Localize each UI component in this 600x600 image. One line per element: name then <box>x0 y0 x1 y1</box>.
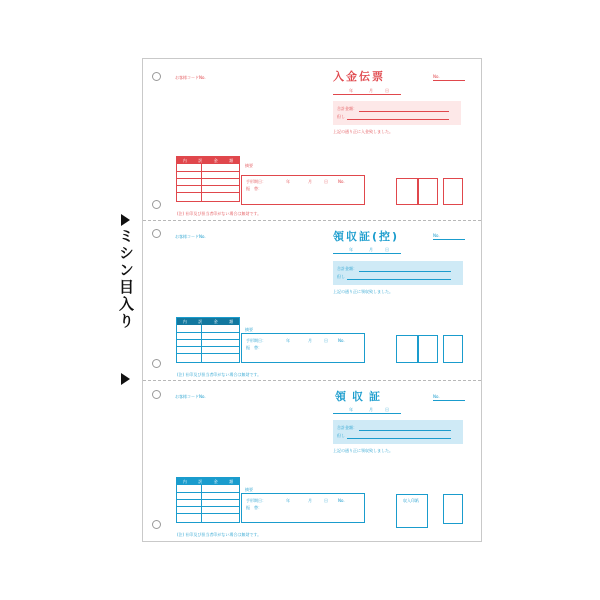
bank-transfer-label: 振 替： <box>246 505 262 510</box>
bank-month: 月 <box>308 338 312 343</box>
bank-month: 月 <box>308 179 312 184</box>
amount-line <box>359 271 451 272</box>
date-year: 年 <box>349 247 353 252</box>
bank-due-label: 手形期日： <box>246 179 266 184</box>
date-underline <box>333 94 401 95</box>
date-year: 年 <box>349 407 353 412</box>
table-header <box>177 318 239 325</box>
header-cell: 金 <box>213 157 218 163</box>
amount-box <box>333 420 463 444</box>
received-text: 上記の通り正に入金致しました。 <box>333 129 393 134</box>
slip-receipt <box>143 380 481 543</box>
header-cell: 額 <box>229 478 234 484</box>
header-cell: 額 <box>229 157 234 163</box>
header-cell: 訳 <box>198 318 203 324</box>
header-cell: 訳 <box>198 478 203 484</box>
stamp-box <box>396 335 418 363</box>
header-cell: 内 <box>182 478 187 484</box>
table-row-line <box>177 332 239 333</box>
form-sheet <box>142 58 482 542</box>
bank-no: No. <box>338 498 345 503</box>
table-row-line <box>177 499 239 500</box>
table-row-line <box>177 192 239 193</box>
slip-no-label: No. <box>433 394 440 399</box>
revenue-stamp-label: 収入印紙 <box>403 498 419 503</box>
breakdown-table <box>176 477 240 523</box>
stamp-box <box>418 178 438 205</box>
note-line <box>347 438 451 439</box>
table-col-line <box>201 164 202 202</box>
stamp-box <box>396 178 418 205</box>
revenue-stamp-box <box>396 494 428 528</box>
date-day: 日 <box>385 407 389 412</box>
bank-box <box>241 487 365 523</box>
slip-no-label: No. <box>433 233 440 238</box>
header-cell: 金 <box>213 478 218 484</box>
header-cell: 内 <box>182 318 187 324</box>
amount-label: 合計金額： <box>337 425 357 430</box>
table-header <box>177 157 239 164</box>
bank-box <box>241 327 365 363</box>
bank-box <box>241 163 365 205</box>
table-col-line <box>201 325 202 363</box>
date-day: 日 <box>385 247 389 252</box>
slip-receipt-copy <box>143 220 481 380</box>
bank-day: 日 <box>324 498 328 503</box>
amount-line <box>359 111 449 112</box>
bank-day: 日 <box>324 179 328 184</box>
punch-hole <box>152 359 161 368</box>
footer-note: (注) 社印及び担当者印がない場合は無効です。 <box>177 372 262 377</box>
table-row-line <box>177 178 239 179</box>
slip-no-underline <box>433 400 465 401</box>
stamp-box <box>418 335 438 363</box>
date-month: 月 <box>369 247 373 252</box>
perforation-arrow-icon-1 <box>121 214 130 226</box>
stamp-box <box>443 335 463 363</box>
note-label: 但し <box>337 433 345 438</box>
header-cell: 額 <box>229 318 234 324</box>
date-month: 月 <box>369 88 373 93</box>
date-underline <box>333 413 401 414</box>
slip-title: 領収証 <box>335 390 386 403</box>
bank-transfer-label: 振 替： <box>246 186 262 191</box>
amount-label: 合計金額： <box>337 266 357 271</box>
table-row-line <box>177 353 239 354</box>
bank-year: 年 <box>286 179 290 184</box>
bank-due-label: 手形期日： <box>246 338 266 343</box>
bank-no: No. <box>338 338 345 343</box>
header-cell: 訳 <box>198 157 203 163</box>
breakdown-table <box>176 317 240 363</box>
customer-code-label: お客様コードNo. <box>175 75 206 80</box>
amount-label: 合計金額： <box>337 106 357 111</box>
punch-hole <box>152 520 161 529</box>
note-line <box>347 119 449 120</box>
bank-label: 摘要 <box>245 487 253 492</box>
bank-transfer-label: 振 替： <box>246 345 262 350</box>
stamp-box <box>443 494 463 524</box>
amount-box <box>333 261 463 285</box>
punch-hole <box>152 229 161 238</box>
bank-label: 摘要 <box>245 163 253 168</box>
note-label: 但し <box>337 114 345 119</box>
perforation-arrow-icon-2 <box>121 373 130 385</box>
bank-year: 年 <box>286 498 290 503</box>
date-day: 日 <box>385 88 389 93</box>
slip-title: 領収証(控) <box>333 230 400 243</box>
amount-line <box>359 430 451 431</box>
slip-no-underline <box>433 239 465 240</box>
table-row-line <box>177 506 239 507</box>
bank-no: No. <box>338 179 345 184</box>
bank-month: 月 <box>308 498 312 503</box>
note-line <box>347 279 451 280</box>
footer-note: (注) 社印及び担当者印がない場合は無効です。 <box>177 211 262 216</box>
bank-due-label: 手形期日： <box>246 498 266 503</box>
table-row-line <box>177 492 239 493</box>
bank-day: 日 <box>324 338 328 343</box>
slip-no-underline <box>433 80 465 81</box>
punch-hole <box>152 390 161 399</box>
date-year: 年 <box>349 88 353 93</box>
header-cell: 金 <box>213 318 218 324</box>
punch-hole <box>152 200 161 209</box>
stamp-box <box>443 178 463 205</box>
punch-hole <box>152 72 161 81</box>
customer-code-label: お客様コードNo. <box>175 394 206 399</box>
slip-deposit <box>143 59 481 220</box>
note-label: 但し <box>337 274 345 279</box>
table-row-line <box>177 185 239 186</box>
breakdown-table <box>176 156 240 202</box>
date-underline <box>333 253 401 254</box>
header-cell: 内 <box>182 157 187 163</box>
footer-note: (注) 社印及び担当者印がない場合は無効です。 <box>177 532 262 537</box>
slip-no-label: No. <box>433 74 440 79</box>
table-header <box>177 478 239 485</box>
received-text: 上記の通り正に領収致しました。 <box>333 289 393 294</box>
table-col-line <box>201 485 202 523</box>
customer-code-label: お客様コードNo. <box>175 234 206 239</box>
amount-box <box>333 101 461 125</box>
bank-label: 摘要 <box>245 327 253 332</box>
table-row-line <box>177 339 239 340</box>
table-row-line <box>177 513 239 514</box>
date-month: 月 <box>369 407 373 412</box>
table-row-line <box>177 171 239 172</box>
received-text: 上記の通り正に領収致しました。 <box>333 448 393 453</box>
bank-year: 年 <box>286 338 290 343</box>
perforation-label: ミシン目入り <box>117 228 135 330</box>
table-row-line <box>177 346 239 347</box>
slip-title: 入金伝票 <box>333 70 385 83</box>
